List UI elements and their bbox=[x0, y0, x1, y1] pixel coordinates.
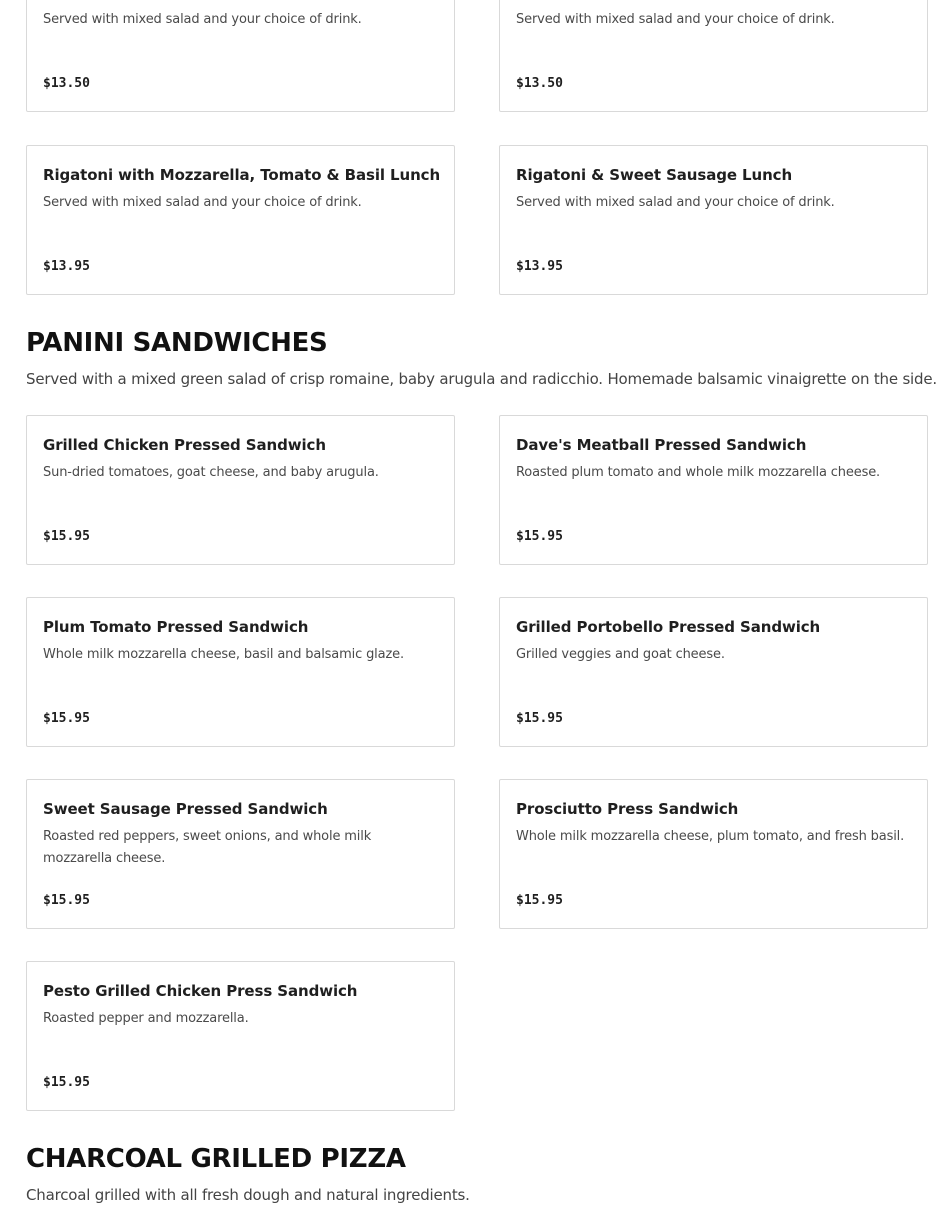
menu-item-name: Prosciutto Press Sandwich bbox=[516, 800, 739, 818]
menu-item-description: Whole milk mozzarella cheese, basil and balsamic glaze. bbox=[43, 647, 404, 662]
menu-item-card[interactable] bbox=[26, 145, 455, 295]
menu-item-card[interactable] bbox=[499, 597, 928, 747]
menu-item-description: Served with mixed salad and your choice of drink. bbox=[516, 12, 835, 27]
menu-item-description: Grilled veggies and goat cheese. bbox=[516, 647, 725, 662]
menu-item-price: $15.95 bbox=[43, 1075, 90, 1090]
menu-item-name: Dave's Meatball Pressed Sandwich bbox=[516, 436, 807, 454]
menu-item-card[interactable] bbox=[26, 415, 455, 565]
menu-item-description: Served with mixed salad and your choice of drink. bbox=[43, 12, 362, 27]
menu-item-name: Rigatoni & Sweet Sausage Lunch bbox=[516, 166, 793, 184]
menu-item-name: Plum Tomato Pressed Sandwich bbox=[43, 618, 309, 636]
menu-item-name: Sweet Sausage Pressed Sandwich bbox=[43, 800, 328, 818]
menu-item-card[interactable] bbox=[26, 597, 455, 747]
menu-item-price: $13.50 bbox=[43, 76, 90, 91]
menu-item-card[interactable] bbox=[499, 145, 928, 295]
section-description: Served with a mixed green salad of crisp romaine, baby arugula and radicchio. Homemade balsamic vinaigrette on the side. bbox=[26, 370, 937, 388]
menu-item-description: Roasted red peppers, sweet onions, and whole milk mozzarella cheese. bbox=[43, 829, 372, 866]
menu-item-price: $13.95 bbox=[43, 259, 90, 274]
menu-item-card[interactable] bbox=[26, 961, 455, 1111]
menu-item-price: $15.95 bbox=[43, 711, 90, 726]
menu-item-description: Roasted pepper and mozzarella. bbox=[43, 1011, 249, 1026]
menu-item-description: Served with mixed salad and your choice of drink. bbox=[516, 195, 835, 210]
menu-item-price: $13.95 bbox=[516, 259, 563, 274]
section-description: Charcoal grilled with all fresh dough and natural ingredients. bbox=[26, 1186, 470, 1204]
menu-item-description: Sun-dried tomatoes, goat cheese, and baby arugula. bbox=[43, 465, 379, 480]
menu-item-name: Rigatoni with Mozzarella, Tomato & Basil Lunch bbox=[43, 166, 441, 184]
menu-item-name: Grilled Chicken Pressed Sandwich bbox=[43, 436, 326, 454]
menu-item-card[interactable] bbox=[499, 415, 928, 565]
menu-item-name: Grilled Portobello Pressed Sandwich bbox=[516, 618, 821, 636]
menu-item-description: Whole milk mozzarella cheese, plum tomato, and fresh basil. bbox=[516, 829, 905, 844]
menu-item-price: $13.50 bbox=[516, 76, 563, 91]
menu-item-price: $15.95 bbox=[43, 893, 90, 908]
menu-item-card[interactable] bbox=[26, 779, 455, 929]
menu-item-price: $15.95 bbox=[516, 529, 563, 544]
menu-item-description: Served with mixed salad and your choice of drink. bbox=[43, 195, 362, 210]
menu-item-card[interactable] bbox=[499, 779, 928, 929]
menu-item-description: Roasted plum tomato and whole milk mozzarella cheese. bbox=[516, 465, 881, 480]
menu-item-price: $15.95 bbox=[516, 893, 563, 908]
menu-item-price: $15.95 bbox=[43, 529, 90, 544]
menu-item-card[interactable] bbox=[26, 0, 455, 112]
menu-item-name: Pesto Grilled Chicken Press Sandwich bbox=[43, 982, 358, 1000]
section-title: PANINI SANDWICHES bbox=[26, 328, 328, 358]
menu-item-card[interactable] bbox=[499, 0, 928, 112]
section-title: CHARCOAL GRILLED PIZZA bbox=[26, 1144, 406, 1174]
menu-item-price: $15.95 bbox=[516, 711, 563, 726]
